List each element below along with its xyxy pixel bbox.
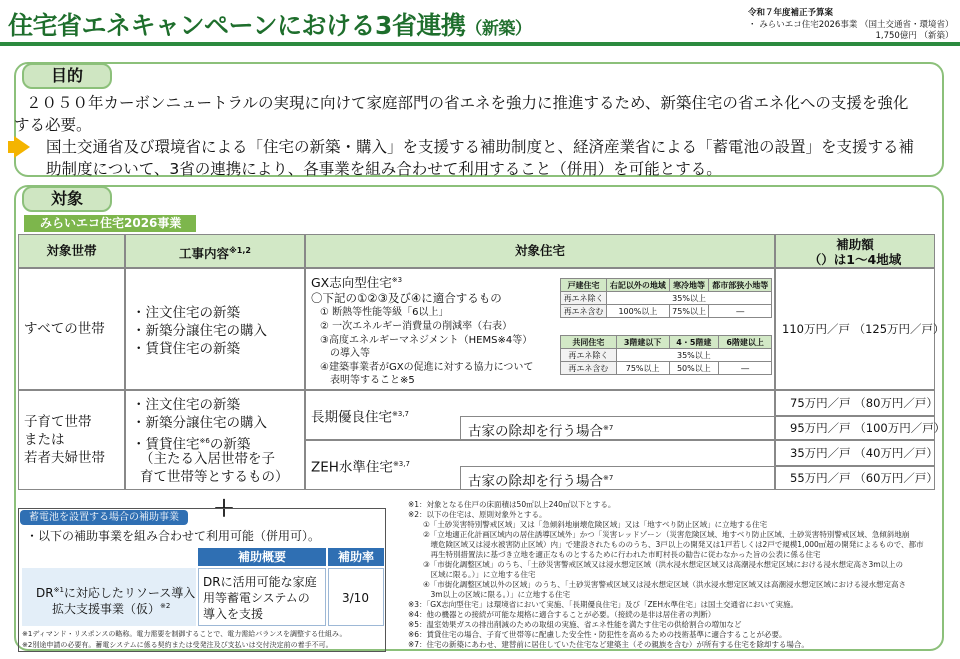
gx-item-0: 〇下記の①②③及び④に適合するもの: [311, 291, 502, 305]
zeh-furuie: 古家の除却を行う場合$^{※7}$: [468, 473, 614, 490]
note-line: ※4：他の機器との接続が可能な規格に適合することが必要。（接続の是非は居住者の判断）: [408, 610, 716, 619]
notes-block: [408, 500, 938, 650]
note-line: 3m以上の区域に限る。）」に立地する住宅: [408, 590, 571, 599]
row2-koji-4: （主たる入居世帯を子: [140, 451, 275, 467]
battery-name-1: DR$^{※1}$に対応したリソース導入: [36, 586, 196, 600]
amount-a4: 55万円／戸 （60万円／戸）: [790, 471, 938, 485]
battery-fn-1: ※1ディマンド・リスポンスの略称。電力需要を制御することで、電力需給バランスを調整する仕組み。: [22, 630, 347, 638]
purpose-tab: 目的: [22, 63, 112, 89]
row1-setai: すべての世帯: [24, 321, 105, 337]
header-hojo: 補助額 （）は1～4地域: [775, 234, 935, 268]
gx-item-6: 表明等すること※5: [320, 375, 415, 386]
row2-setai-1: 子育て世帯: [24, 414, 92, 430]
header-jutaku: 対象住宅: [305, 234, 775, 268]
purpose-line-2: する必要。: [14, 116, 92, 134]
gx-apartment-table: 共同住宅 3階建以下 4・5階建 6階建以上 再エネ除く 35%以上 再エネ含む 75%以上 50%以上 ―: [560, 335, 772, 375]
row1-koji-2: ・新築分譲住宅の購入: [132, 323, 267, 339]
gx-item-2: ② 一次エネルギー消費量の削減率（右表）: [320, 321, 513, 332]
note-line: ※1：対象となる住戸の床面積は50㎡以上240㎡以下とする。: [408, 500, 616, 509]
gx-item-3: ③高度エネルギーマネジメント（HEMS※4等）: [320, 335, 533, 346]
amount-a2: 95万円／戸 （100万円／戸）: [790, 421, 946, 435]
battery-gaiyo-1: DRに活用可能な家庭: [203, 575, 317, 589]
amount-a1: 75万円／戸 （80万円／戸）: [790, 396, 938, 410]
row2-koji-5: 育て世帯等とするもの）: [140, 469, 289, 485]
battery-h-gaiyo: 補助概要: [198, 548, 326, 566]
gx-detached-table: 戸建住宅 右記以外の地域 寒冷地等 都市部狭小地等 再エネ除く 35%以上 再エネ含む 100%以上 75%以上 ―: [560, 278, 772, 318]
battery-fn-2: ※2別途申請の必要有。蓄電システムに係る契約または受発注及び支払いは交付決定前の着手不可。: [22, 641, 333, 649]
purpose-line-4: 助制度について、3省の連携により、各事業を組み合わせて利用すること（併用）を可能とする。: [46, 160, 722, 178]
note-line: 再生特別措置法に基づき立地を適正なものとするために行われた市町村長の勧告に従わなかった旨の公表に係る住宅: [408, 550, 821, 559]
plus-sign: ＋: [213, 497, 236, 522]
note-line: 壊危険区域又は浸水被害防止区域）内」で建設されたもののうち、3戸以上の開発又は1戸若しくは2戸で規模1,000㎡超の開発によるもので、都市: [408, 540, 924, 549]
gx-item-1: ① 断熱等性能等級「6以上」: [320, 307, 449, 318]
title-underline: [0, 42, 960, 46]
header-setai: 対象世帯: [18, 234, 125, 268]
row2-koji-2: ・新築分譲住宅の購入: [132, 415, 267, 431]
battery-gaiyo-3: 導入を支援: [203, 607, 264, 621]
budget-info: 令和７年度補正予算案 ・ みらいエコ住宅2026事業 （国土交通省・環境省） 1,750億円 （新築）: [748, 8, 954, 41]
battery-h-rate: 補助率: [328, 548, 384, 566]
choki-label: 長期優良住宅$^{※3,7}$: [311, 409, 409, 426]
battery-lead: ・以下の補助事業を組み合わせて利用可能（併用可）。: [26, 529, 321, 543]
choki-furuie: 古家の除却を行う場合$^{※7}$: [468, 423, 614, 440]
row2-koji-3: ・賃貸住宅$^{※6}$の新築: [132, 436, 251, 453]
purpose-line-3: 国土交通省及び環境省による「住宅の新築・購入」を支援する補助制度と、経済産業省による「蓄電池の設置」を支援する補: [46, 138, 915, 156]
row2-setai-2: または: [24, 432, 65, 448]
note-line: ②「立地適正化計画区域内の居住誘導区域外」かつ「災害レッドゾーン（災害危険区域、地すべり防止区域、土砂災害特別警戒区域、急傾斜地崩: [408, 530, 910, 539]
header-koji: 工事内容$^{※1,2}$: [125, 234, 305, 268]
row2-koji-1: ・注文住宅の新築: [132, 397, 240, 413]
program-label: みらいエコ住宅2026事業: [24, 215, 196, 232]
row1-koji-3: ・賃貸住宅の新築: [132, 341, 240, 357]
gx-item-5: ④建築事業者がGXの促進に対する協力について: [320, 362, 534, 373]
row1-amount: 110万円／戸 （125万円／戸）: [782, 322, 945, 336]
note-line: 区域に限る。）」に立地する住宅: [408, 570, 536, 579]
note-line: ※6：賃貸住宅の場合、子育て世帯等に配慮した安全性・防犯性を高めるための技術基準に適合することが必要。: [408, 630, 787, 639]
note-line: ①「土砂災害特別警戒区域」又は「急傾斜地崩壊危険区域」又は「地すべり防止区域」に立地する住宅: [408, 520, 768, 529]
arrow-right-icon: [14, 136, 30, 158]
page-title: 住宅省エネキャンペーンにおける3省連携（新築）: [8, 11, 532, 40]
note-line: ※2：以下の住宅は、原則対象外とする。: [408, 510, 547, 519]
battery-gaiyo-2: 用等蓄電システムの: [203, 591, 310, 605]
purpose-line-1: ２０５０年カーボンニュートラルの実現に向けて家庭部門の省エネを強力に推進するため、新築住宅の省エネ化への支援を強化: [26, 94, 909, 112]
amount-a3: 35万円／戸 （40万円／戸）: [790, 446, 938, 460]
note-line: ※5：温室効果ガスの排出削減のための取組の実施、省エネ性能を満たす住宅の供給割合の増加など: [408, 620, 742, 629]
zeh-label: ZEH水準住宅$^{※3,7}$: [311, 459, 410, 476]
gx-item-4: の導入等: [320, 348, 370, 359]
note-line: ※7：住宅の新築にあわせ、建替前に居住していた住宅など建築主（その親族を含む）が所有する住宅を除却する場合。: [408, 640, 809, 649]
note-line: ※3：「GX志向型住宅」は環境省において実施、「長期優良住宅」及び「ZEH水準住宅」は国土交通省において実施。: [408, 600, 799, 609]
row1-koji-1: ・注文住宅の新築: [132, 305, 240, 321]
gx-title: GX志向型住宅$^{※3}$: [311, 275, 403, 291]
note-line: ③「市街化調整区域」のうち、「土砂災害警戒区域又は浸水想定区域（洪水浸水想定区域又は高潮浸水想定区域における浸水想定高さ3m以上の: [408, 560, 904, 569]
battery-name-2: 拡大支援事業（仮）$^{※2}$: [52, 602, 171, 616]
target-tab: 対象: [22, 186, 112, 212]
battery-rate: 3/10: [342, 591, 369, 605]
battery-tab: 蓄電池を設置する場合の補助事業: [20, 510, 188, 525]
note-line: ④「市街化調整区域以外の区域」のうち、「土砂災害警戒区域又は浸水想定区域（洪水浸水想定区域又は高潮浸水想定区域における浸水想定高さ: [408, 580, 906, 589]
row2-setai-3: 若者夫婦世帯: [24, 450, 105, 466]
